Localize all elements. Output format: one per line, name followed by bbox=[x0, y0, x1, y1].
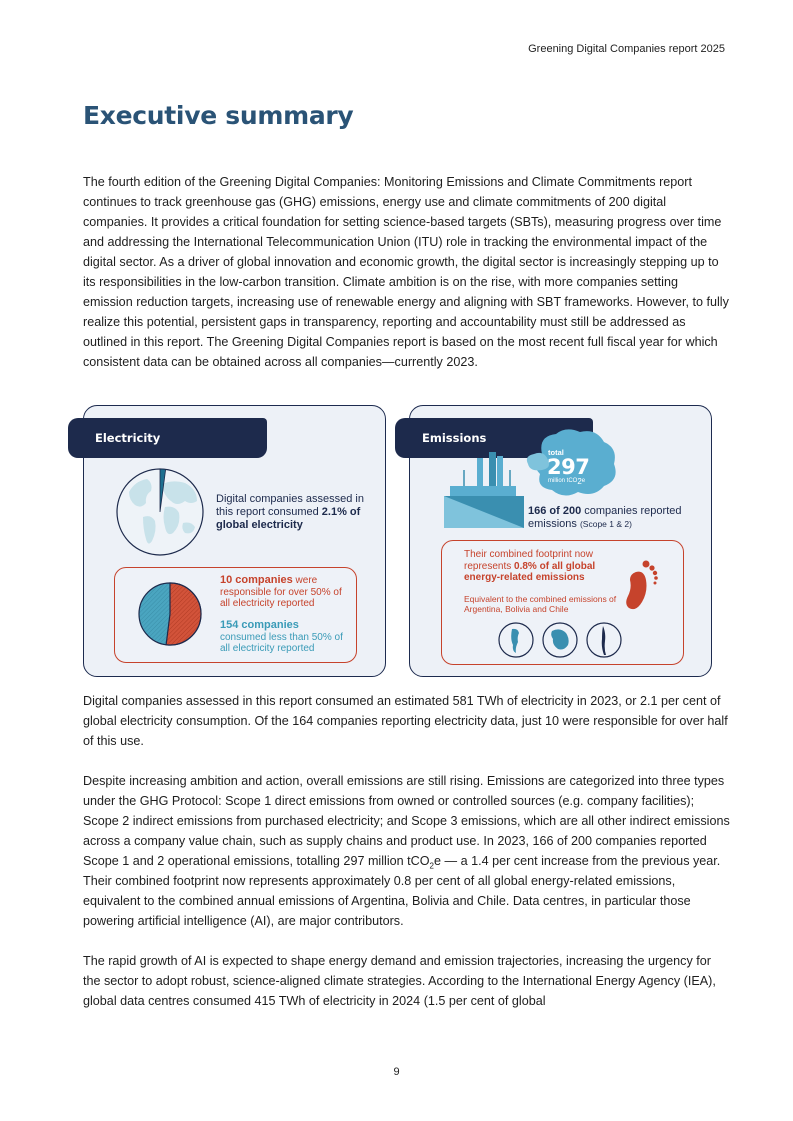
emissions-paragraph bbox=[83, 771, 731, 931]
companies-scope: (Scope 1 & 2) bbox=[579, 519, 632, 529]
ten-companies-text bbox=[220, 575, 350, 610]
companies-reported-text bbox=[528, 505, 698, 531]
argentina-icon bbox=[499, 623, 533, 657]
cloud-total-label: total bbox=[548, 448, 564, 457]
emissions-paragraph-b: e — a 1.4 per cent increase from the previous year. Their combined footprint now represents approximately 0.8 per cent of all global energy-related emissions, equivalent to the combined annual emissions of Argentina, Bolivia and Chile. Data centres, in particular those powering artificial intelligence (AI), are major contributors. bbox=[83, 854, 721, 928]
chimney-2 bbox=[489, 452, 496, 488]
footprint-bold: 0.8% of all global energy-related emissions bbox=[464, 560, 596, 583]
assessed-bold: 2.1% of global electricity bbox=[216, 506, 361, 531]
electricity-paragraph: Digital companies assessed in this report consumed an estimated 581 TWh of electricity in 2023, or 2.1 per cent of global electricity consumption. Of the 164 companies reporting electricity data, just 10 were responsible for over half of this use. bbox=[83, 694, 728, 748]
footprint-text bbox=[464, 549, 614, 584]
footprint-pre: Their combined footprint now represents bbox=[464, 549, 593, 572]
page-number: 9 bbox=[393, 1066, 400, 1078]
companies-bold: 166 of 200 bbox=[528, 505, 582, 517]
cloud-unit bbox=[548, 477, 586, 487]
cloud-total-value: 297 bbox=[547, 455, 590, 479]
chile-icon bbox=[587, 623, 621, 657]
other-companies-text bbox=[220, 620, 350, 655]
cloud-unit-post: e bbox=[581, 478, 586, 484]
cloud-unit-sub: 2 bbox=[577, 477, 582, 487]
other-companies-rest: consumed less than 50% of all electricity reported bbox=[220, 631, 343, 654]
electricity-tab: Electricity bbox=[68, 418, 267, 458]
footprint-icon bbox=[622, 558, 662, 614]
assessed-text: Digital companies assessed in this report consumed bbox=[216, 493, 364, 518]
ai-paragraph: The rapid growth of AI is expected to shape energy demand and emission trajectories, increasing the urgency for the sector to adopt robust, science-aligned climate strategies. According to the International Energy Agency (IEA), global data centres consumed 415 TWh of electricity in 2024 (1.5 per cent of global bbox=[83, 954, 716, 1008]
co2-subscript: 2 bbox=[429, 861, 434, 871]
other-companies-bold: 154 companies bbox=[220, 619, 299, 631]
countries-icons bbox=[498, 621, 626, 659]
ten-companies-rest: were responsible for over 50% of all electricity reported bbox=[220, 575, 342, 609]
emissions-paragraph-a: Despite increasing ambition and action, overall emissions are still rising. Emissions are categorized into three types under the GHG Protocol: Scope 1 direct emissions from owned or controlled sources (e.g. company facilities); Scope 2 indirect emissions from purchased electricity; and Scope 3 emissions, which are all other indirect emissions across a company value chain, such as supply chains and product use. In 2023, 166 of 200 companies reported Scope 1 and 2 operational emissions, totalling 297 million tCO bbox=[83, 774, 730, 868]
report-header: Greening Digital Companies report 2025 bbox=[528, 43, 725, 55]
bolivia-icon bbox=[543, 623, 577, 657]
globe-pie-chart bbox=[115, 467, 205, 557]
intro-paragraph: The fourth edition of the Greening Digital Companies: Monitoring Emissions and Climate Commitments report continues to track greenhouse gas (GHG) emissions, energy use and climate commitments of 200 digital companies. It provides a critical foundation for setting science-based targets (SBTs), measuring progress over time and addressing the International Telecommunication Union (ITU) role in tracking the environmental impact of the digital sector. As a driver of global innovation and economic growth, the digital sector is increasingly stepping up to its responsibilities in the low-carbon transition. Climate ambition is on the rise, with more companies setting emission reduction targets, increasing use of renewable energy and aligning with SBT frameworks. However, to fully realize this potential, persistent gaps in transparency, reporting and accountability must still be addressed as outlined in this report. The Greening Digital Companies report is based on the most recent full fiscal year for which consistent data can be obtained across all companies—currently 2023. bbox=[83, 175, 729, 369]
electricity-assessed-text bbox=[216, 493, 376, 532]
emissions-tab: Emissions bbox=[395, 418, 593, 458]
top-companies-slice bbox=[166, 583, 201, 645]
equivalent-text: Equivalent to the combined emissions of Argentina, Bolivia and Chile bbox=[464, 594, 617, 614]
chimney-3 bbox=[497, 456, 503, 488]
cloud-unit-text: million tCO bbox=[548, 478, 578, 484]
ten-companies-bold: 10 companies bbox=[220, 574, 293, 586]
companies-split-pie bbox=[137, 581, 203, 647]
factory-roof bbox=[450, 486, 516, 496]
page-title: Executive summary bbox=[83, 101, 354, 130]
companies-rest: companies reported emissions bbox=[528, 505, 682, 530]
chimney-1 bbox=[477, 458, 483, 488]
